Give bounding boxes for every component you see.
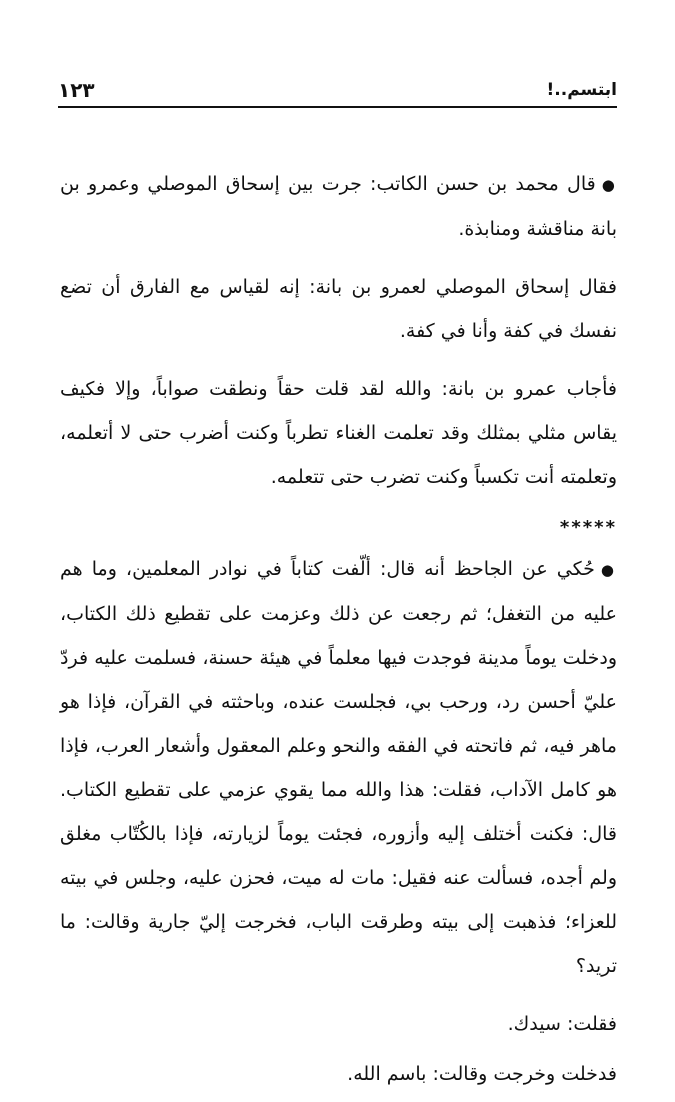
paragraph-2: [60, 265, 617, 353]
paragraph-4: [60, 547, 617, 988]
paragraph-1: [60, 162, 617, 251]
bullet-icon: ●: [600, 561, 618, 579]
paragraph-3-text: فأجاب عمرو بن بانة: والله لقد قلت حقاً ونطقت صواباً، وإلا فكيف يقاس مثلي بمثلك وقد تعلمت الغناء تطرباً وكنت أضرب حتى لا أتعلمه، وتعلمته أنت تكسباً وكنت تضرب حتى تتعلمه.: [60, 378, 617, 488]
paragraph-6: [60, 1052, 617, 1096]
paragraph-6-text: فدخلت وخرجت وقالت: باسم الله.: [347, 1063, 617, 1085]
running-title: ابتسم..!: [546, 80, 617, 100]
paragraph-4-text: حُكي عن الجاحظ أنه قال: ألّفت كتاباً في نوادر المعلمين، وما هم عليه من التغفل؛ ثم رجعت عن ذلك وعزمت على تقطيع ذلك الكتاب، ودخلت يوماً مدينة فوجدت فيها معلماً في هيئة حسنة، فسلمت عليه فردّ عليّ أحسن رد، ورحب بي، فجلست عنده، وباحثته في القرآن، فإذا هو ماهر فيه، ثم فاتحته في الفقه والنحو وعلم المعقول وأشعار العرب، فإذا هو كامل الآداب، فقلت: هذا والله مما يقوي عزمي على تقطيع الكتاب. قال: فكنت أختلف إليه وأزوره، فجئت يوماً لزيارته، فإذا بالكُتّاب مغلق ولم أجده، فسألت عنه فقيل: مات له ميت، فحزن عليه، وجلس في بيته للعزاء؛ فذهبت إلى بيته وطرقت الباب، فخرجت إليّ جارية وقالت: ما تريد؟: [60, 558, 617, 977]
page-body: [60, 162, 617, 1102]
page-header: [58, 80, 617, 108]
paragraph-2-text: فقال إسحاق الموصلي لعمرو بن بانة: إنه لقياس مع الفارق أن تضع نفسك في كفة وأنا في كفة.: [60, 276, 617, 342]
paragraph-5-text: فقلت: سيدك.: [507, 1013, 617, 1035]
page-number: ١٢٣: [58, 78, 95, 102]
paragraph-1-text: قال محمد بن حسن الكاتب: جرت بين إسحاق الموصلي وعمرو بن بانة مناقشة ومنابذة.: [60, 173, 617, 240]
paragraph-5: [60, 1002, 617, 1046]
bullet-icon: ●: [601, 176, 617, 194]
paragraph-3: [60, 367, 617, 499]
section-separator: *****: [559, 517, 617, 538]
